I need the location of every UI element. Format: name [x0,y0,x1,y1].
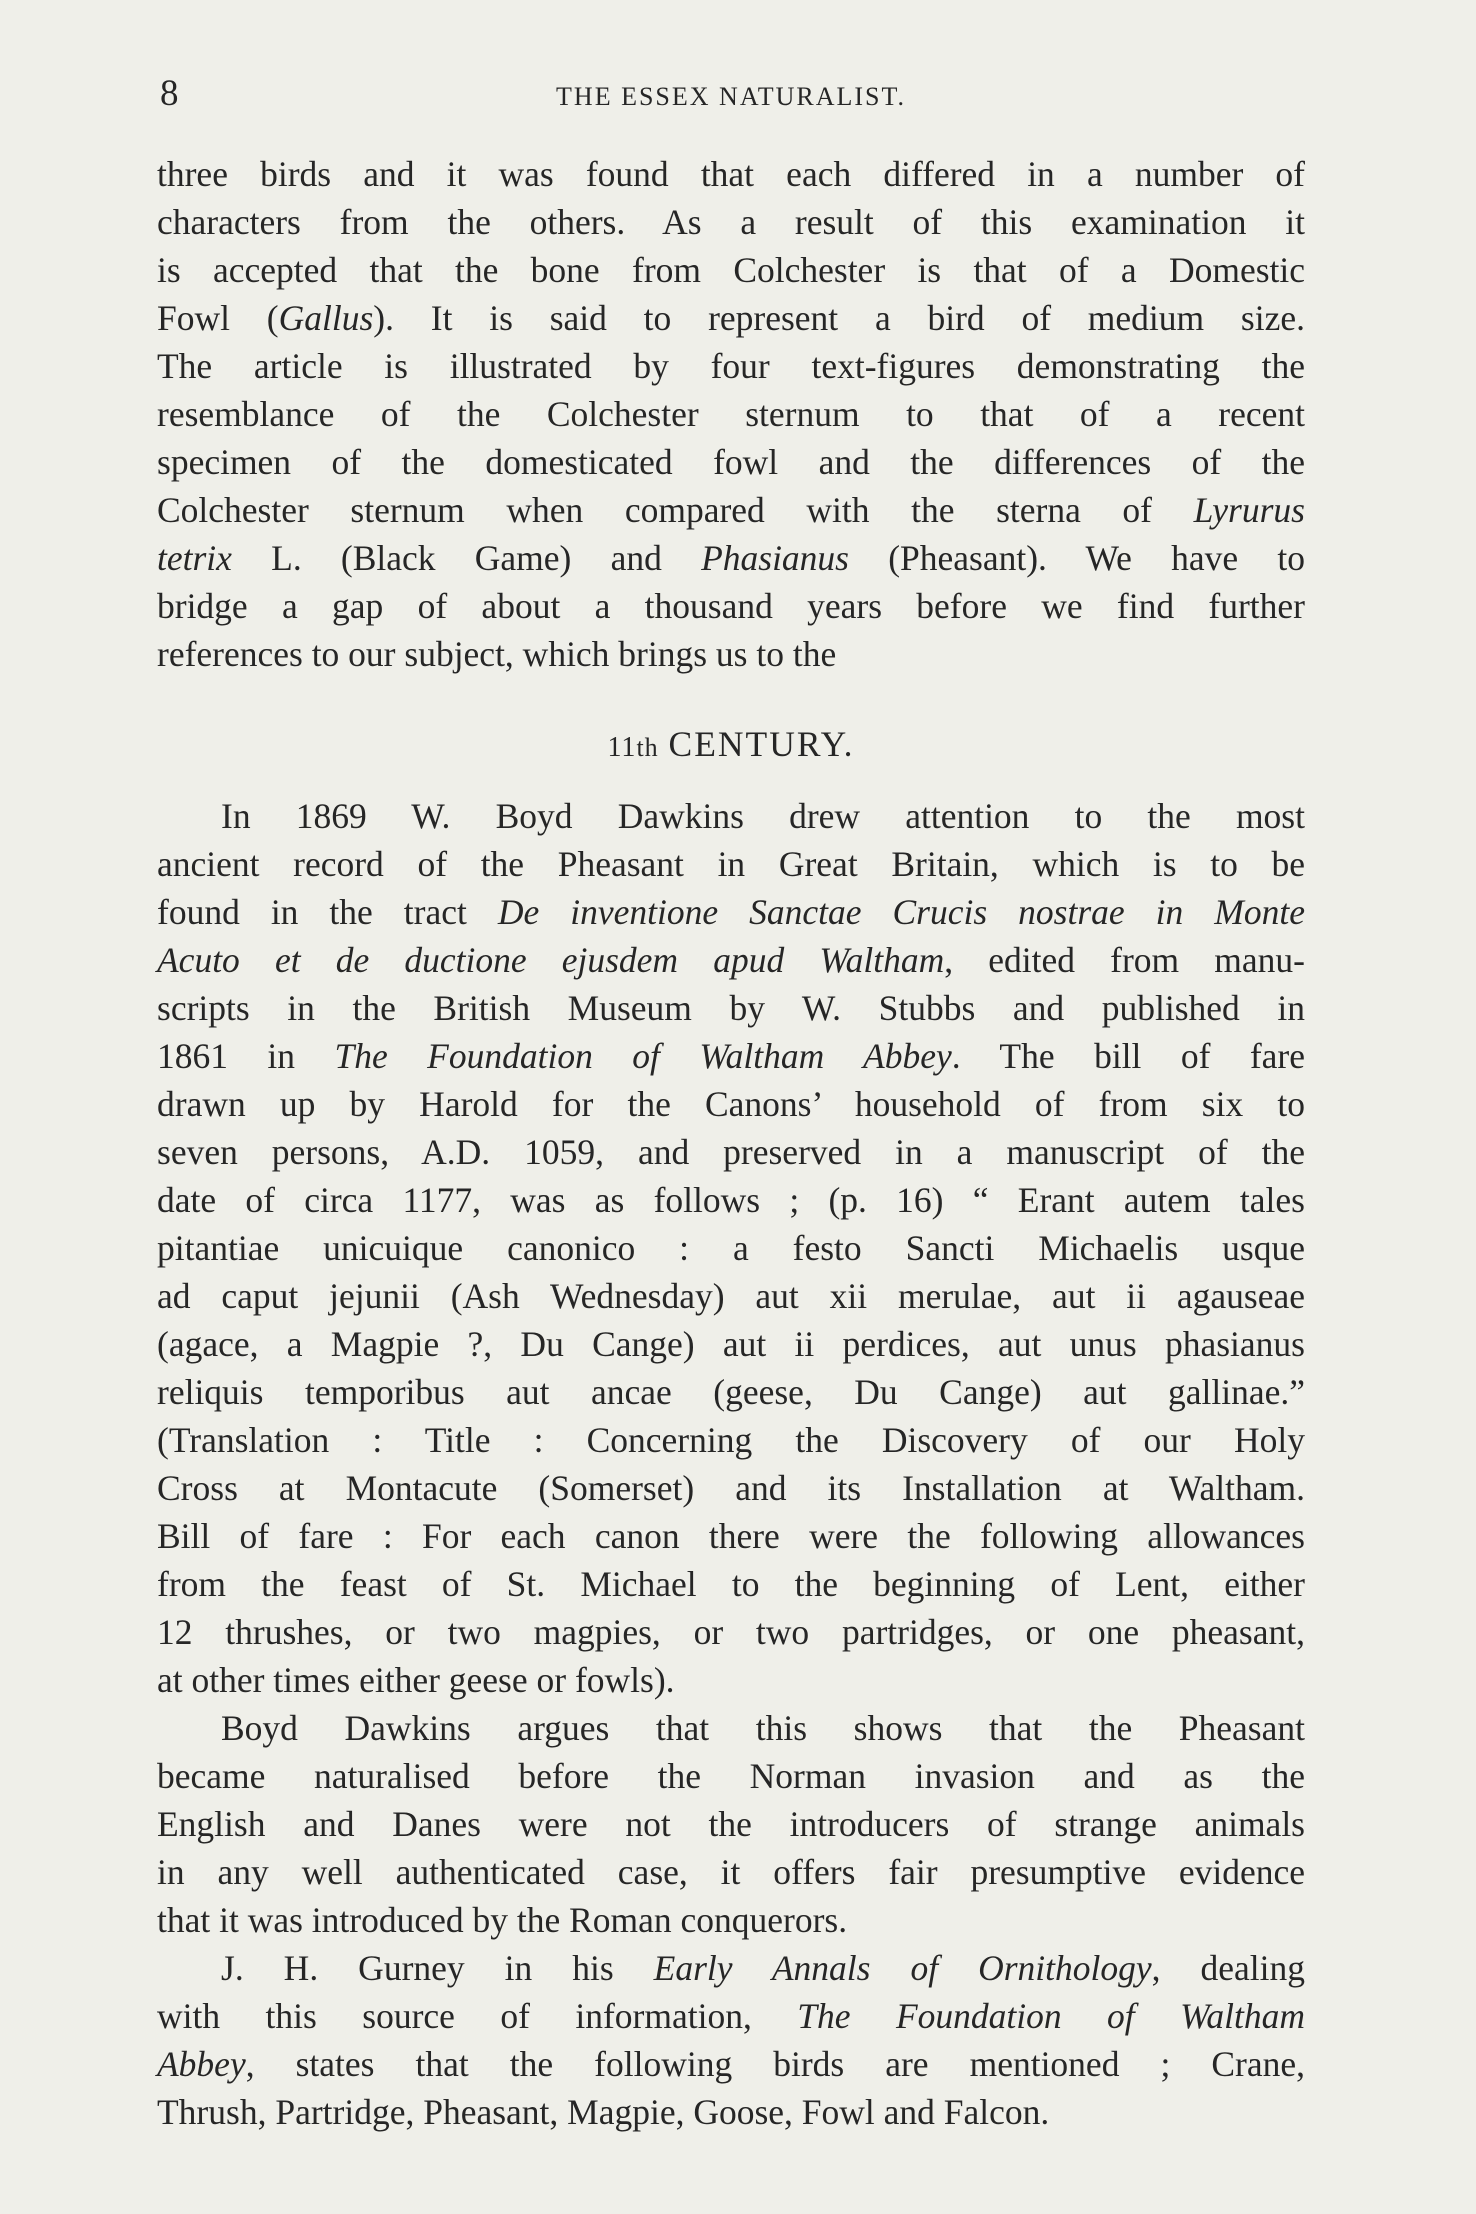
text-line: references to our subject, which brings us to the [157,634,837,674]
text-line: In 1869 W. Boyd Dawkins drew attention to the most [221,796,1305,836]
paragraph [157,792,1305,1704]
text-line: with this source of information, The Foundation of Waltham [157,1996,1306,2036]
text-line: found in the tract De inventione Sanctae Crucis nostrae in Monte [157,892,1305,932]
section-heading [157,696,1305,792]
section-heading-suffix: th [636,733,659,762]
text-line: Thrush, Partridge, Pheasant, Magpie, Goose, Fowl and Falcon. [157,2092,1050,2132]
text-line: Abbey, states that the following birds are mentioned ; Crane, [157,2044,1305,2084]
text-line: Bill of fare : For each canon there were the following allowances [157,1516,1305,1556]
text-line: became naturalised before the Norman invasion and as the [157,1756,1305,1796]
text-line: three birds and it was found that each differed in a number of [157,154,1305,194]
text-line: English and Danes were not the introducers of strange animals [157,1804,1305,1844]
text-line: (Translation : Title : Concerning the Discovery of our Holy [157,1420,1305,1460]
text-line: The article is illustrated by four text-figures demonstrating the [157,346,1305,386]
section-heading-number: 11 [607,732,637,763]
text-line: that it was introduced by the Roman conquerors. [157,1900,848,1940]
paragraph [157,1944,1305,2136]
text-line: ancient record of the Pheasant in Great Britain, which is to be [157,844,1305,884]
text-line: resemblance of the Colchester sternum to that of a recent [157,394,1305,434]
text-line: 12 thrushes, or two magpies, or two partridges, or one pheasant, [157,1612,1305,1652]
text-line: at other times either geese or fowls). [157,1660,675,1700]
text-line: Boyd Dawkins argues that this shows that the Pheasant [221,1708,1305,1748]
text-line: specimen of the domesticated fowl and the differences of the [157,442,1305,482]
paragraph [157,1704,1305,1944]
text-line: Fowl (Gallus). It is said to represent a bird of medium size. [157,298,1305,338]
text-line: 1861 in The Foundation of Waltham Abbey. The bill of fare [157,1036,1306,1076]
page-number: 8 [160,73,179,114]
text-line: reliquis temporibus aut ancae (geese, Du Cange) aut gallinae.” [157,1372,1305,1412]
journal-title: THE ESSEX NATURALIST. [556,82,906,111]
text-line: is accepted that the bone from Colchester is that of a Domestic [157,250,1305,290]
text-line: tetrix L. (Black Game) and Phasianus (Pheasant). We have to [157,538,1305,578]
text-line: scripts in the British Museum by W. Stubbs and published in [157,988,1305,1028]
text-line: Colchester sternum when compared with the sterna of Lyrurus [157,490,1305,530]
text-line: Acuto et de ductione ejusdem apud Waltham, edited from manu- [157,940,1305,980]
text-line: ad caput jejunii (Ash Wednesday) aut xii merulae, aut ii agauseae [157,1276,1305,1316]
text-line: from the feast of St. Michael to the beginning of Lent, either [157,1564,1305,1604]
text-line: Cross at Montacute (Somerset) and its Installation at Waltham. [157,1468,1305,1508]
text-line: bridge a gap of about a thousand years before we find further [157,586,1305,626]
running-head [157,60,1305,120]
text-line: date of circa 1177, was as follows ; (p. 16) “ Erant autem tales [157,1180,1305,1220]
text-line: (agace, a Magpie ?, Du Cange) aut ii perdices, aut unus phasianus [157,1324,1305,1364]
text-line: in any well authenticated case, it offers fair presumptive evidence [157,1852,1305,1892]
text-line: drawn up by Harold for the Canons’ household of from six to [157,1084,1305,1124]
paragraph [157,150,1305,678]
text-line: characters from the others. As a result of this examination it [157,202,1305,242]
text-line: pitantiae unicuique canonico : a festo Sancti Michaelis usque [157,1228,1305,1268]
text-line: J. H. Gurney in his Early Annals of Ornithology, dealing [221,1948,1305,1988]
body-text [157,150,1305,2136]
text-line: seven persons, A.D. 1059, and preserved in a manuscript of the [157,1132,1305,1172]
section-heading-word: CENTURY. [668,724,855,764]
